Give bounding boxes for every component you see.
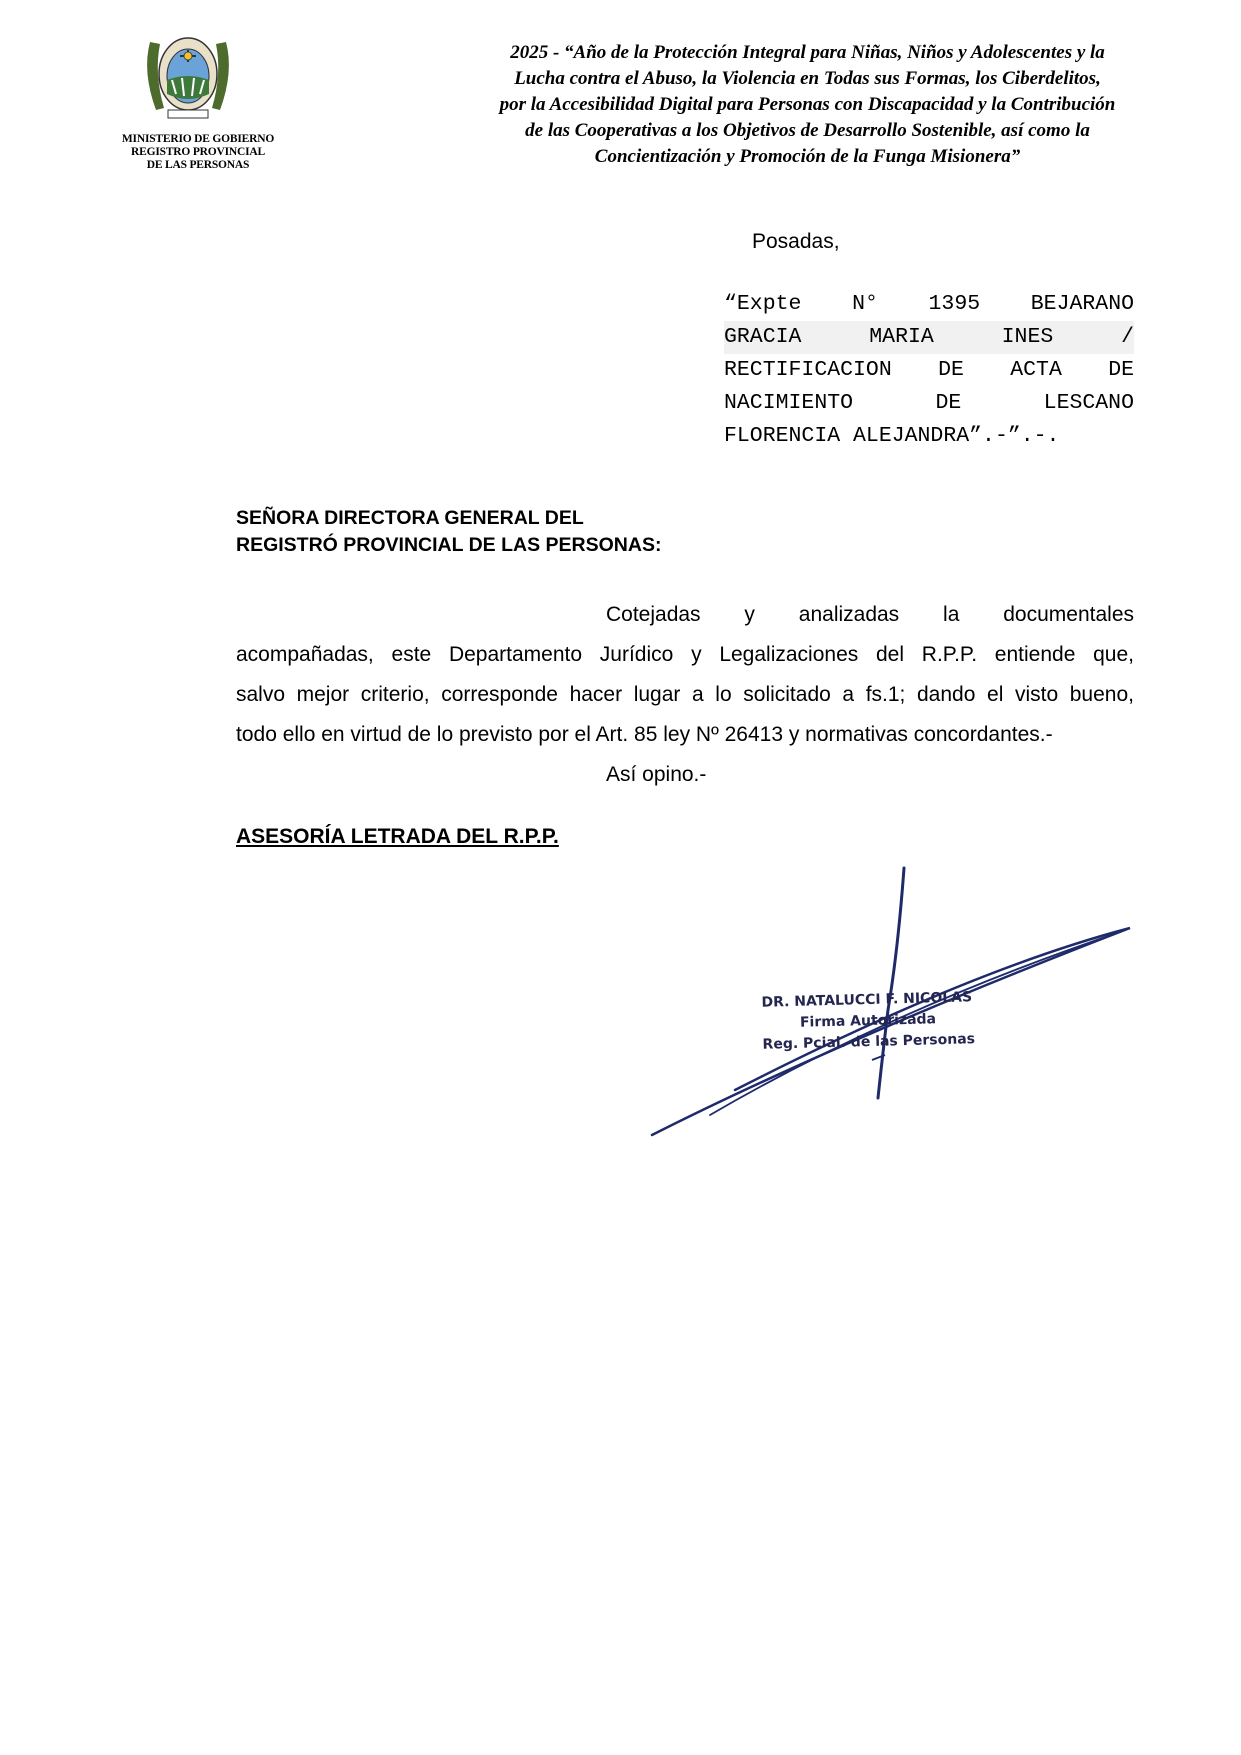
org-line-3: DE LAS PERSONAS bbox=[146, 159, 250, 171]
year-motto bbox=[455, 40, 1160, 170]
organization-name bbox=[108, 133, 288, 172]
misiones-coat-of-arms-logo bbox=[138, 22, 238, 122]
stamp-line-3: Reg. Pcial. de las Personas bbox=[762, 1031, 976, 1053]
case-title-line-5: FLORENCIA ALEJANDRA”.-”.-. bbox=[724, 424, 1060, 448]
motto-line-2: Lucha contra el Abuso, la Violencia en Todas sus Formas, los Ciberdelitos, bbox=[514, 68, 1101, 89]
authorization-stamp bbox=[761, 987, 975, 1056]
body-line-4: todo ello en virtud de lo previsto por el Art. 85 ley Nº 26413 y normativas concordantes.- bbox=[236, 723, 1053, 746]
case-title-line-4: NACIMIENTO DE LESCANO bbox=[724, 391, 1134, 415]
org-line-1: MINISTERIO DE GOBIERNO bbox=[121, 133, 275, 145]
body-line-2: acompañadas, este Departamento Jurídico y Legalizaciones del R.P.P. entiende que, bbox=[236, 643, 1134, 666]
stamp-line-2: Firma Autorizada bbox=[799, 1011, 937, 1031]
body-line-1: Cotejadas y analizadas la documentales bbox=[606, 603, 1134, 626]
city-date-line: Posadas, bbox=[752, 230, 840, 253]
signature-block-title: ASESORÍA LETRADA DEL R.P.P. bbox=[236, 825, 559, 848]
body-line-3: salvo mejor criterio, corresponde hacer lugar a lo solicitado a fs.1; dando el visto bueno, bbox=[236, 683, 1134, 706]
addressee bbox=[236, 505, 661, 559]
motto-line-5: Concientización y Promoción de la Funga Misionera” bbox=[594, 146, 1021, 167]
case-title-line-1: “Expte N° 1395 BEJARANO bbox=[724, 292, 1134, 316]
motto-line-1: 2025 - “Año de la Protección Integral para Niñas, Niños y Adolescentes y la bbox=[510, 42, 1105, 63]
case-title-line-3: RECTIFICACION DE ACTA DE bbox=[724, 358, 1134, 382]
closing-line: Así opino.- bbox=[606, 763, 707, 786]
motto-line-3: por la Accesibilidad Digital para Personas con Discapacidad y la Contribución bbox=[499, 94, 1116, 115]
org-line-2: REGISTRO PROVINCIAL bbox=[131, 146, 265, 158]
case-title-line-2: GRACIA MARIA INES / bbox=[724, 321, 1134, 354]
addressee-line-1: SEÑORA DIRECTORA GENERAL DEL bbox=[236, 507, 584, 529]
case-file-title bbox=[724, 288, 1134, 453]
addressee-line-2: REGISTRÓ PROVINCIAL DE LAS PERSONAS: bbox=[236, 534, 662, 556]
motto-line-4: de las Cooperativas a los Objetivos de Desarrollo Sostenible, así como la bbox=[525, 120, 1090, 141]
opinion-body bbox=[236, 595, 1134, 795]
stamp-line-1: DR. NATALUCCI F. NICOLAS bbox=[761, 989, 973, 1011]
